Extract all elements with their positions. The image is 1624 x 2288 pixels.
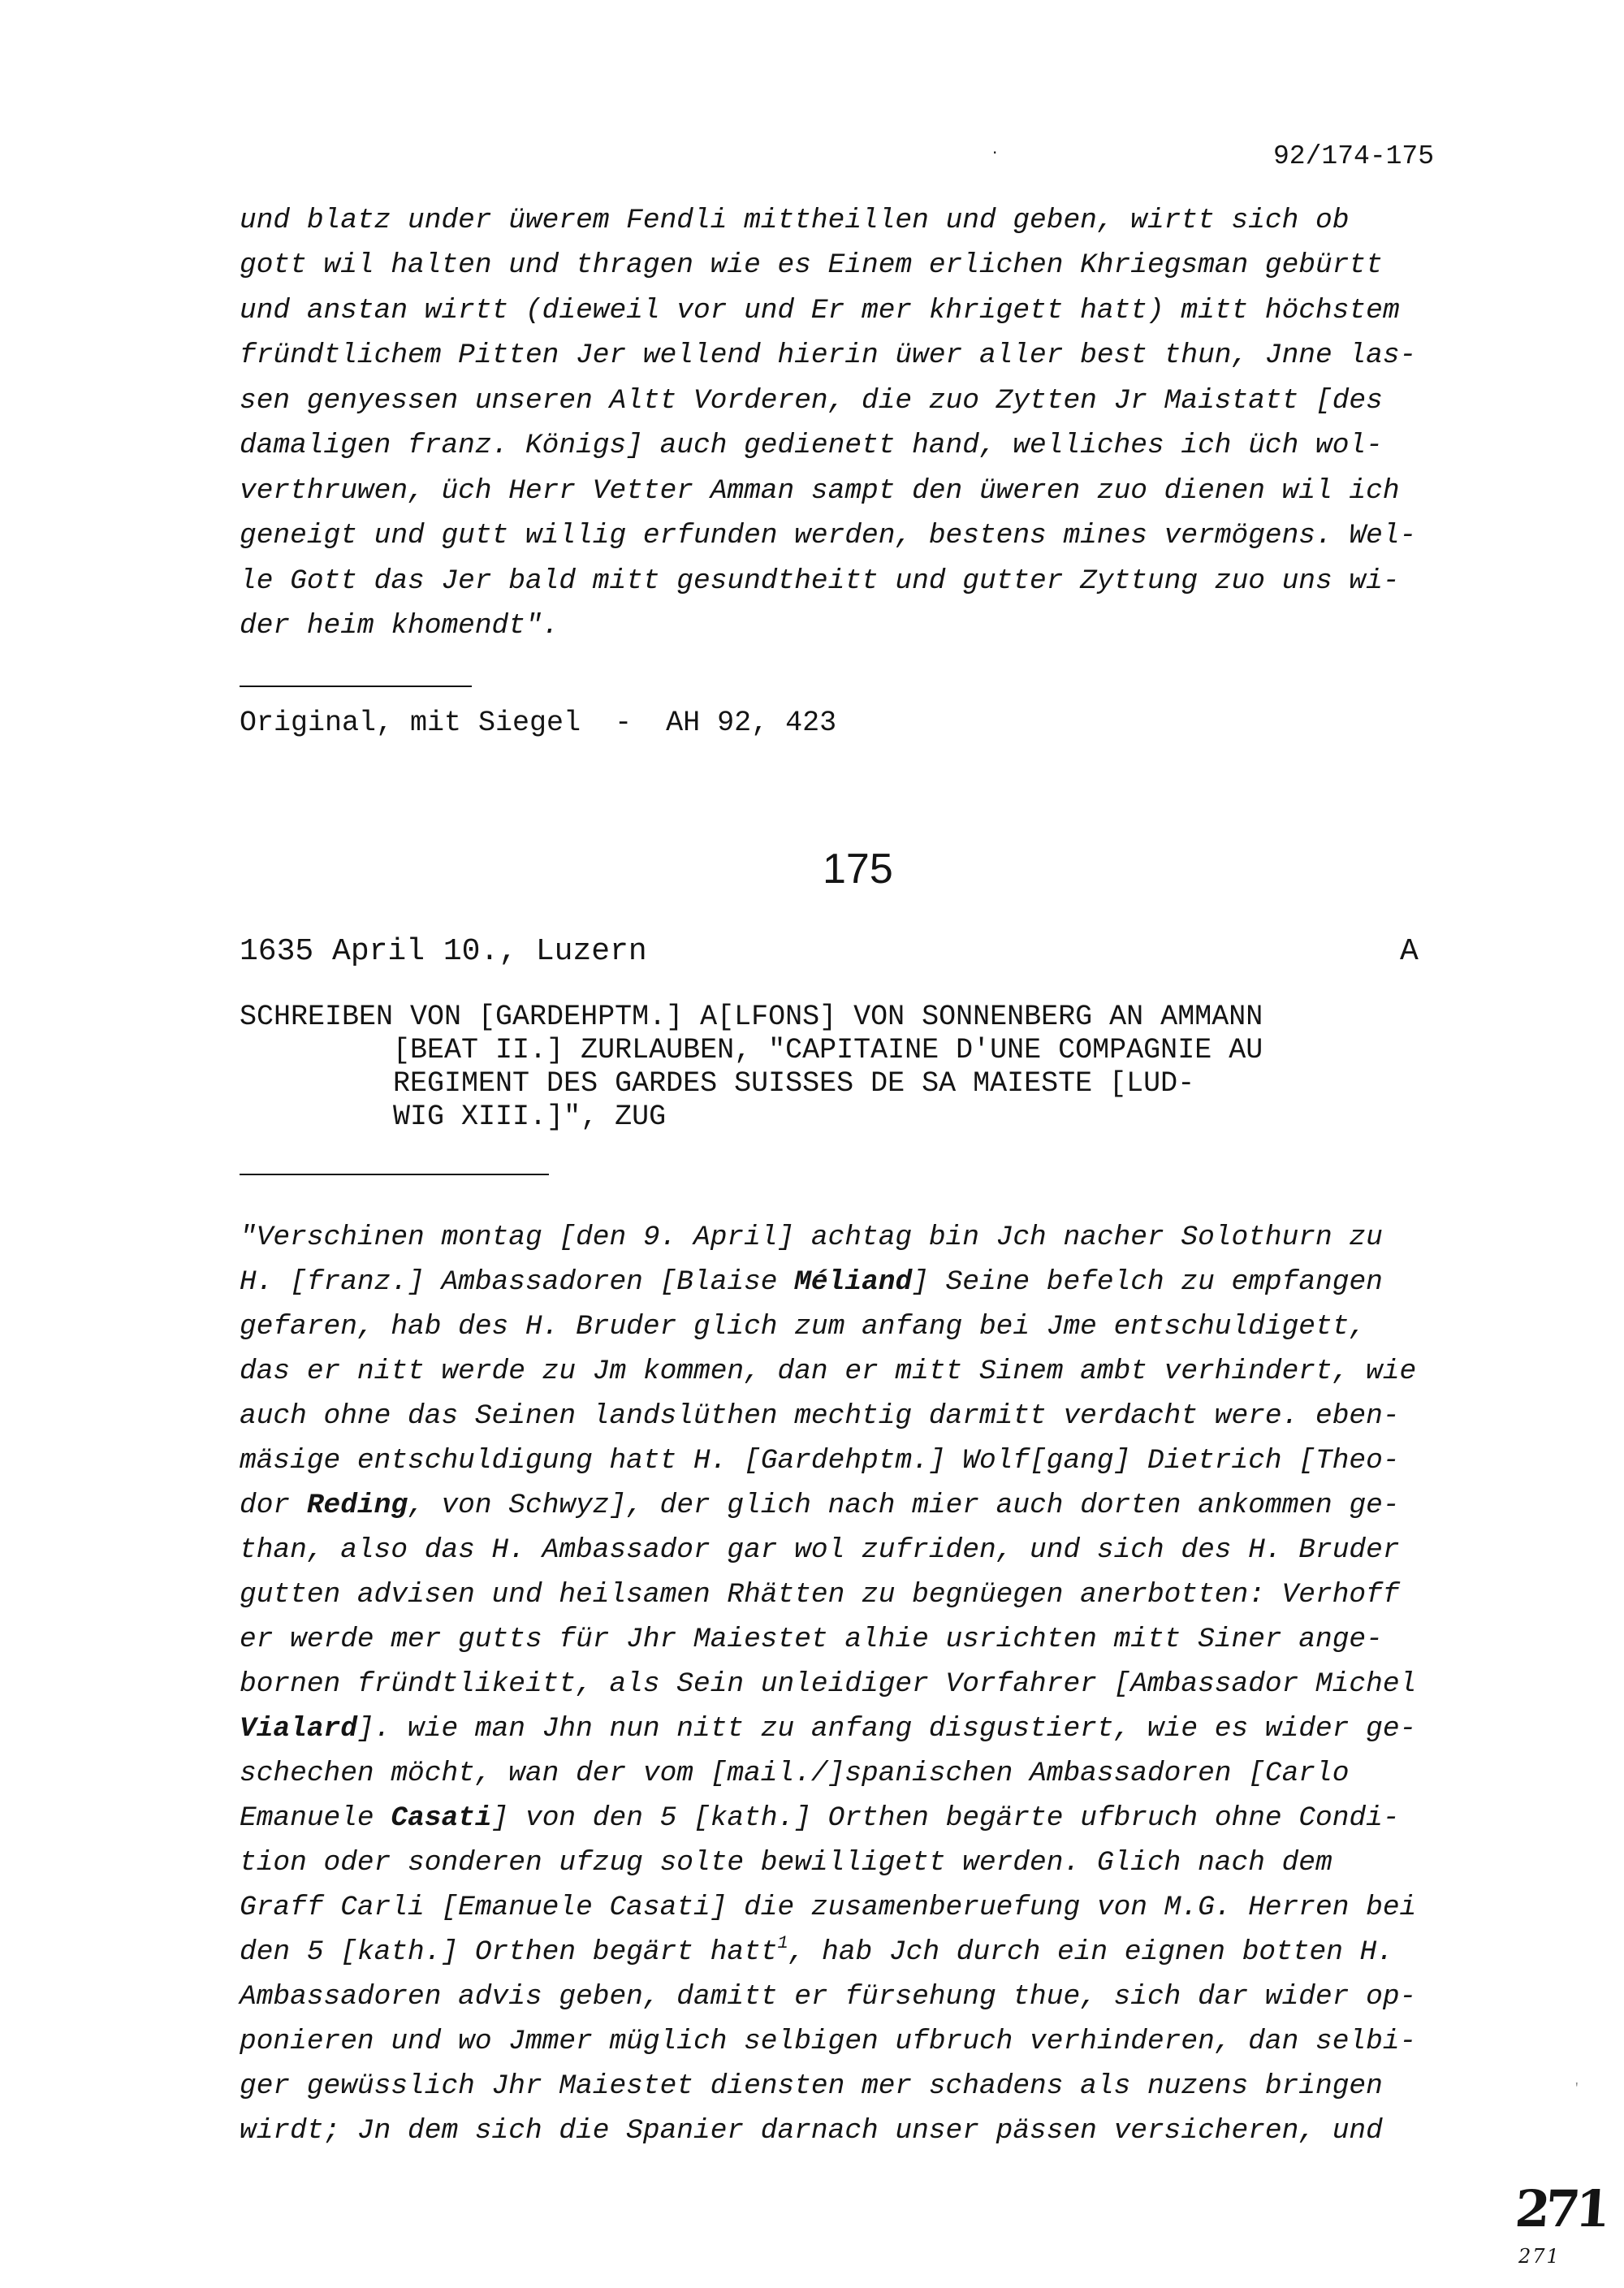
person-name: Reding [306, 1490, 408, 1521]
text-line: Ambassadoren advis geben, damitt er fürsehung thue, sich dar wider op- [240, 1981, 1417, 2013]
date-place: 1635 April 10., Luzern [240, 934, 647, 969]
person-name: Méliand [794, 1266, 913, 1298]
person-name: Vialard [240, 1713, 357, 1745]
text-line: ger gewüsslich Jhr Maiestet diensten mer schadens als nuzens bringen [240, 2070, 1383, 2102]
text-line: der heim khomendt". [240, 610, 559, 642]
text-line: und blatz under üwerem Fendli mittheillen und geben, wirtt sich ob [240, 205, 1350, 236]
page-reference: 92/174-175 [1273, 141, 1435, 171]
text-line: bornen fründtlikeitt, als Sein unleidiger Vorfahrer [Ambassador Michel [240, 1668, 1417, 1700]
document-number: 175 [823, 846, 893, 893]
text-line: than, also das H. Ambassador gar wol zufriden, und sich des H. Bruder [240, 1534, 1400, 1566]
text-line: verthruwen, üch Herr Vetter Amman sampt den üweren zuo dienen wil ich [240, 475, 1400, 507]
category-letter: A [1400, 934, 1419, 969]
title-line: WIG XIII.]", ZUG [240, 1101, 667, 1133]
divider-rule [240, 1174, 549, 1175]
text-line: Emanuele Casati] von den 5 [kath.] Orthen begärte ufbruch ohne Condi- [240, 1802, 1400, 1834]
text-line: und anstan wirtt (dieweil vor und Er mer khrigett hatt) mitt höchstem [240, 295, 1400, 327]
text-line: das er nitt werde zu Jm kommen, dan er mitt Sinem ambt verhindert, wie [240, 1356, 1417, 1387]
speck-mark: · [992, 143, 998, 162]
text-line: sen genyessen unseren Altt Vorderen, die zuo Zytten Jr Maistatt [des [240, 385, 1383, 417]
text-line: le Gott das Jer bald mitt gesundtheitt und gutter Zyttung zuo uns wi- [240, 565, 1400, 597]
text-line: dor Reding, von Schwyz], der glich nach mier auch dorten ankommen ge- [240, 1490, 1400, 1521]
text-line: wirdt; Jn dem sich die Spanier darnach unser pässen versicheren, und [240, 2115, 1383, 2147]
text-line: Graff Carli [Emanuele Casati] die zusamenberuefung von M.G. Herren bei [240, 1892, 1417, 1923]
text-line: gefaren, hab des H. Bruder glich zum anfang bei Jme entschuldigett, [240, 1311, 1367, 1343]
text-line: den 5 [kath.] Orthen begärt hatt$^1$, hab Jch durch ein eignen botten H. [240, 1933, 1394, 1968]
title-line: SCHREIBEN VON [GARDEHPTM.] A[LFONS] VON SONNENBERG AN AMMANN [240, 1001, 1263, 1033]
margin-tick: ' [1575, 2079, 1579, 2097]
text-line: H. [franz.] Ambassadoren [Blaise Méliand] Seine befelch zu empfangen [240, 1266, 1383, 1298]
text-line: auch ohne das Seinen landslüthen mechtig darmitt verdacht were. eben- [240, 1400, 1400, 1432]
title-line: REGIMENT DES GARDES SUISSES DE SA MAIESTE [LUD- [240, 1067, 1195, 1100]
title-line: [BEAT II.] ZURLAUBEN, "CAPITAINE D'UNE COMPAGNIE AU [240, 1034, 1263, 1066]
folio-number-small: 271 [1518, 2245, 1561, 2268]
text-line: ponieren und wo Jmmer müglich selbigen ufbruch verhinderen, dan selbi- [240, 2026, 1417, 2057]
text-line: gott wil halten und thragen wie es Einem erlichen Khriegsman gebürtt [240, 249, 1383, 281]
text-line: tion oder sonderen ufzug solte bewilligett werden. Glich nach dem [240, 1847, 1332, 1879]
source-note: Original, mit Siegel - AH 92, 423 [240, 707, 837, 739]
text-line: "Verschinen montag [den 9. April] achtag bin Jch nacher Solothurn zu [240, 1222, 1383, 1253]
divider-rule [240, 686, 472, 687]
text-line: er werde mer gutts für Jhr Maiestet alhie usrichten mitt Siner ange- [240, 1624, 1383, 1655]
text-line: schechen möcht, wan der vom [mail./]spanischen Ambassadoren [Carlo [240, 1758, 1350, 1789]
text-line: gutten advisen und heilsamen Rhätten zu begnüegen anerbotten: Verhoff [240, 1579, 1400, 1611]
person-name: Casati [391, 1802, 492, 1834]
text-line: mäsige entschuldigung hatt H. [Gardehptm.] Wolf[gang] Dietrich [Theo- [240, 1445, 1400, 1477]
text-line: geneigt und gutt willig erfunden werden, bestens mines vermögens. Wel- [240, 520, 1417, 551]
footnote-marker: 1 [777, 1933, 788, 1953]
text-line: damaligen franz. Königs] auch gedienett hand, welliches ich üch wol- [240, 430, 1383, 461]
text-line: fründtlichem Pitten Jer wellend hierin üwer aller best thun, Jnne las- [240, 340, 1417, 371]
text-line: Vialard]. wie man Jhn nun nitt zu anfang disgustiert, wie es wider ge- [240, 1713, 1417, 1745]
folio-number: 271 [1513, 2179, 1608, 2238]
